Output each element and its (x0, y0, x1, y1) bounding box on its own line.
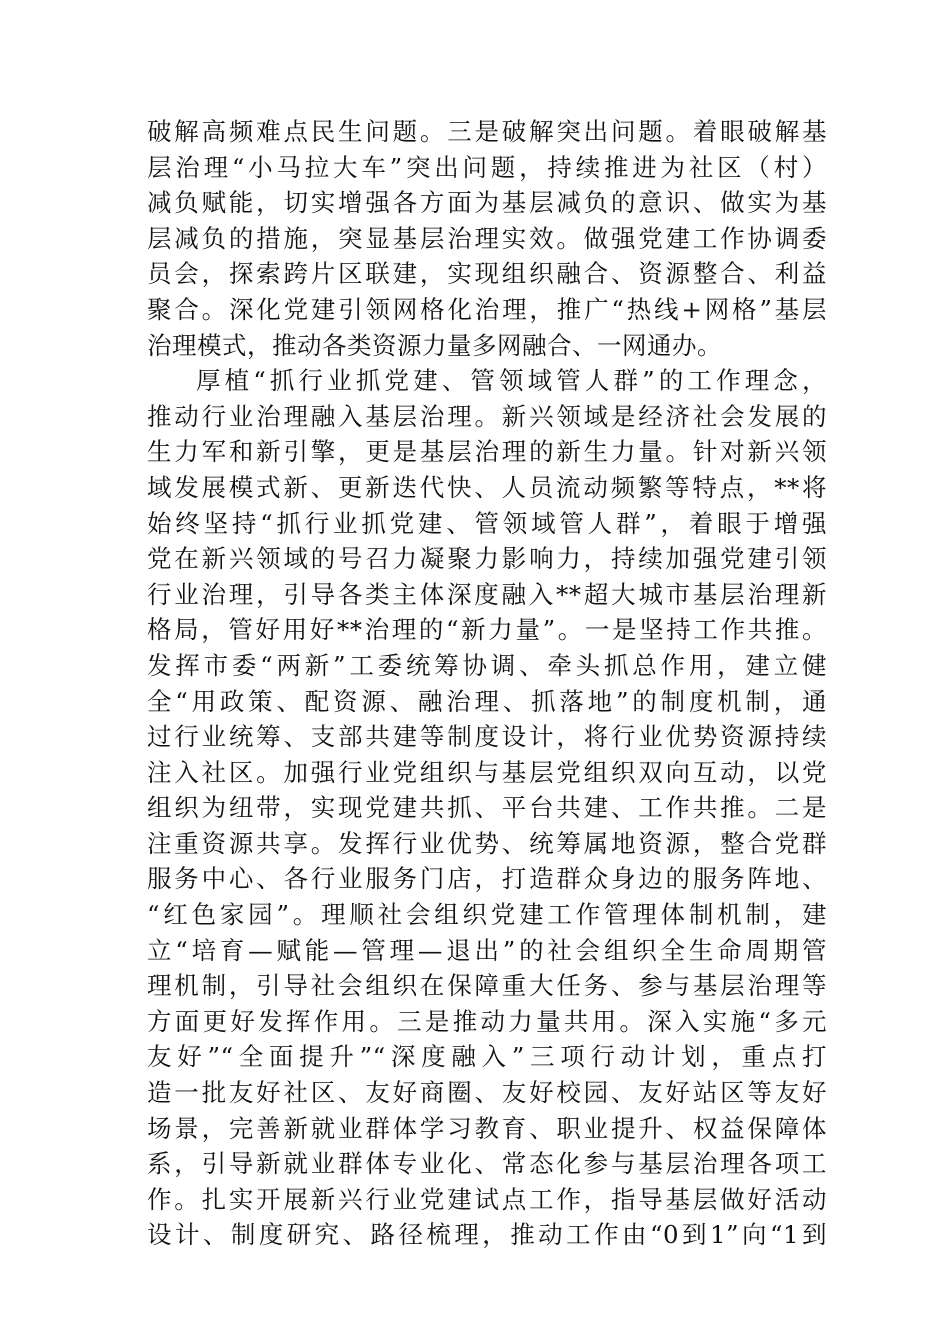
paragraph-line: 造一批友好社区、友好商圈、友好校园、友好站区等友好 (147, 1078, 827, 1108)
paragraph-line: 过行业统筹、支部共建等制度设计，将行业优势资源持续 (147, 722, 827, 752)
paragraph-line: 员会，探索跨片区联建，实现组织融合、资源整合、利益 (147, 259, 827, 289)
paragraph-line: 发挥市委“两新”工委统筹协调、牵头抓总作用，建立健 (147, 650, 827, 680)
paragraph-line: 注入社区。加强行业党组织与基层党组织双向互动，以党 (147, 757, 827, 787)
paragraph-line: 系，引导新就业群体专业化、常态化参与基层治理各项工 (147, 1149, 827, 1179)
paragraph-line: “红色家园”。理顺社会组织党建工作管理体制机制，建 (147, 900, 827, 930)
paragraph-line: 作。扎实开展新兴行业党建试点工作，指导基层做好活动 (147, 1184, 827, 1214)
paragraph-line: 党在新兴领域的号召力凝聚力影响力，持续加强党建引领 (147, 544, 827, 574)
paragraph-line: 友好”“全面提升”“深度融入”三项行动计划，重点打 (147, 1042, 827, 1072)
paragraph-line: 场景，完善新就业群体学习教育、职业提升、权益保障体 (147, 1113, 827, 1143)
paragraph-line: 厚植“抓行业抓党建、管领域管人群”的工作理念， (196, 366, 827, 396)
paragraph-line: 破解高频难点民生问题。三是破解突出问题。着眼破解基 (147, 117, 827, 146)
paragraph-line: 全“用政策、配资源、融治理、抓落地”的制度机制，通 (147, 686, 827, 716)
paragraph-line: 聚合。深化党建引领网格化治理，推广“热线+网格”基层 (147, 294, 827, 324)
paragraph-line: 治理模式，推动各类资源力量多网融合、一网通办。 (147, 330, 722, 360)
paragraph-line: 服务中心、各行业服务门店，打造群众身边的服务阵地、 (147, 864, 827, 894)
document-body (147, 114, 827, 1253)
paragraph-line: 域发展模式新、更新迭代快、人员流动频繁等特点，**将 (147, 472, 827, 502)
paragraph-line: 格局，管好用好**治理的“新力量”。一是坚持工作共推。 (147, 615, 827, 645)
paragraph-line: 层减负的措施，突显基层治理实效。做强党建工作协调委 (147, 223, 827, 253)
paragraph-line: 组织为纽带，实现党建共抓、平台共建、工作共推。二是 (147, 793, 827, 823)
paragraph-line: 理机制，引导社会组织在保障重大任务、参与基层治理等 (147, 971, 827, 1001)
paragraph-line: 方面更好发挥作用。三是推动力量共用。深入实施“多元 (147, 1006, 827, 1036)
paragraph-line: 立“培育—赋能—管理—退出”的社会组织全生命周期管 (147, 935, 827, 965)
paragraph-line: 设计、制度研究、路径梳理，推动工作由“0到1”向“1到 (147, 1220, 827, 1250)
paragraph-line: 行业治理，引导各类主体深度融入**超大城市基层治理新 (147, 579, 827, 609)
paragraph-line: 生力军和新引擎，更是基层治理的新生力量。针对新兴领 (147, 437, 827, 467)
paragraph-line: 推动行业治理融入基层治理。新兴领域是经济社会发展的 (147, 401, 827, 431)
paragraph-line: 减负赋能，切实增强各方面为基层减负的意识、做实为基 (147, 188, 827, 218)
paragraph-line: 注重资源共享。发挥行业优势、统筹属地资源，整合党群 (147, 828, 827, 858)
paragraph-line: 始终坚持“抓行业抓党建、管领域管人群”，着眼于增强 (147, 508, 827, 538)
paragraph-2 (147, 363, 827, 1253)
paragraph-line: 层治理“小马拉大车”突出问题，持续推进为社区（村） (147, 152, 827, 182)
paragraph-1 (147, 114, 827, 363)
